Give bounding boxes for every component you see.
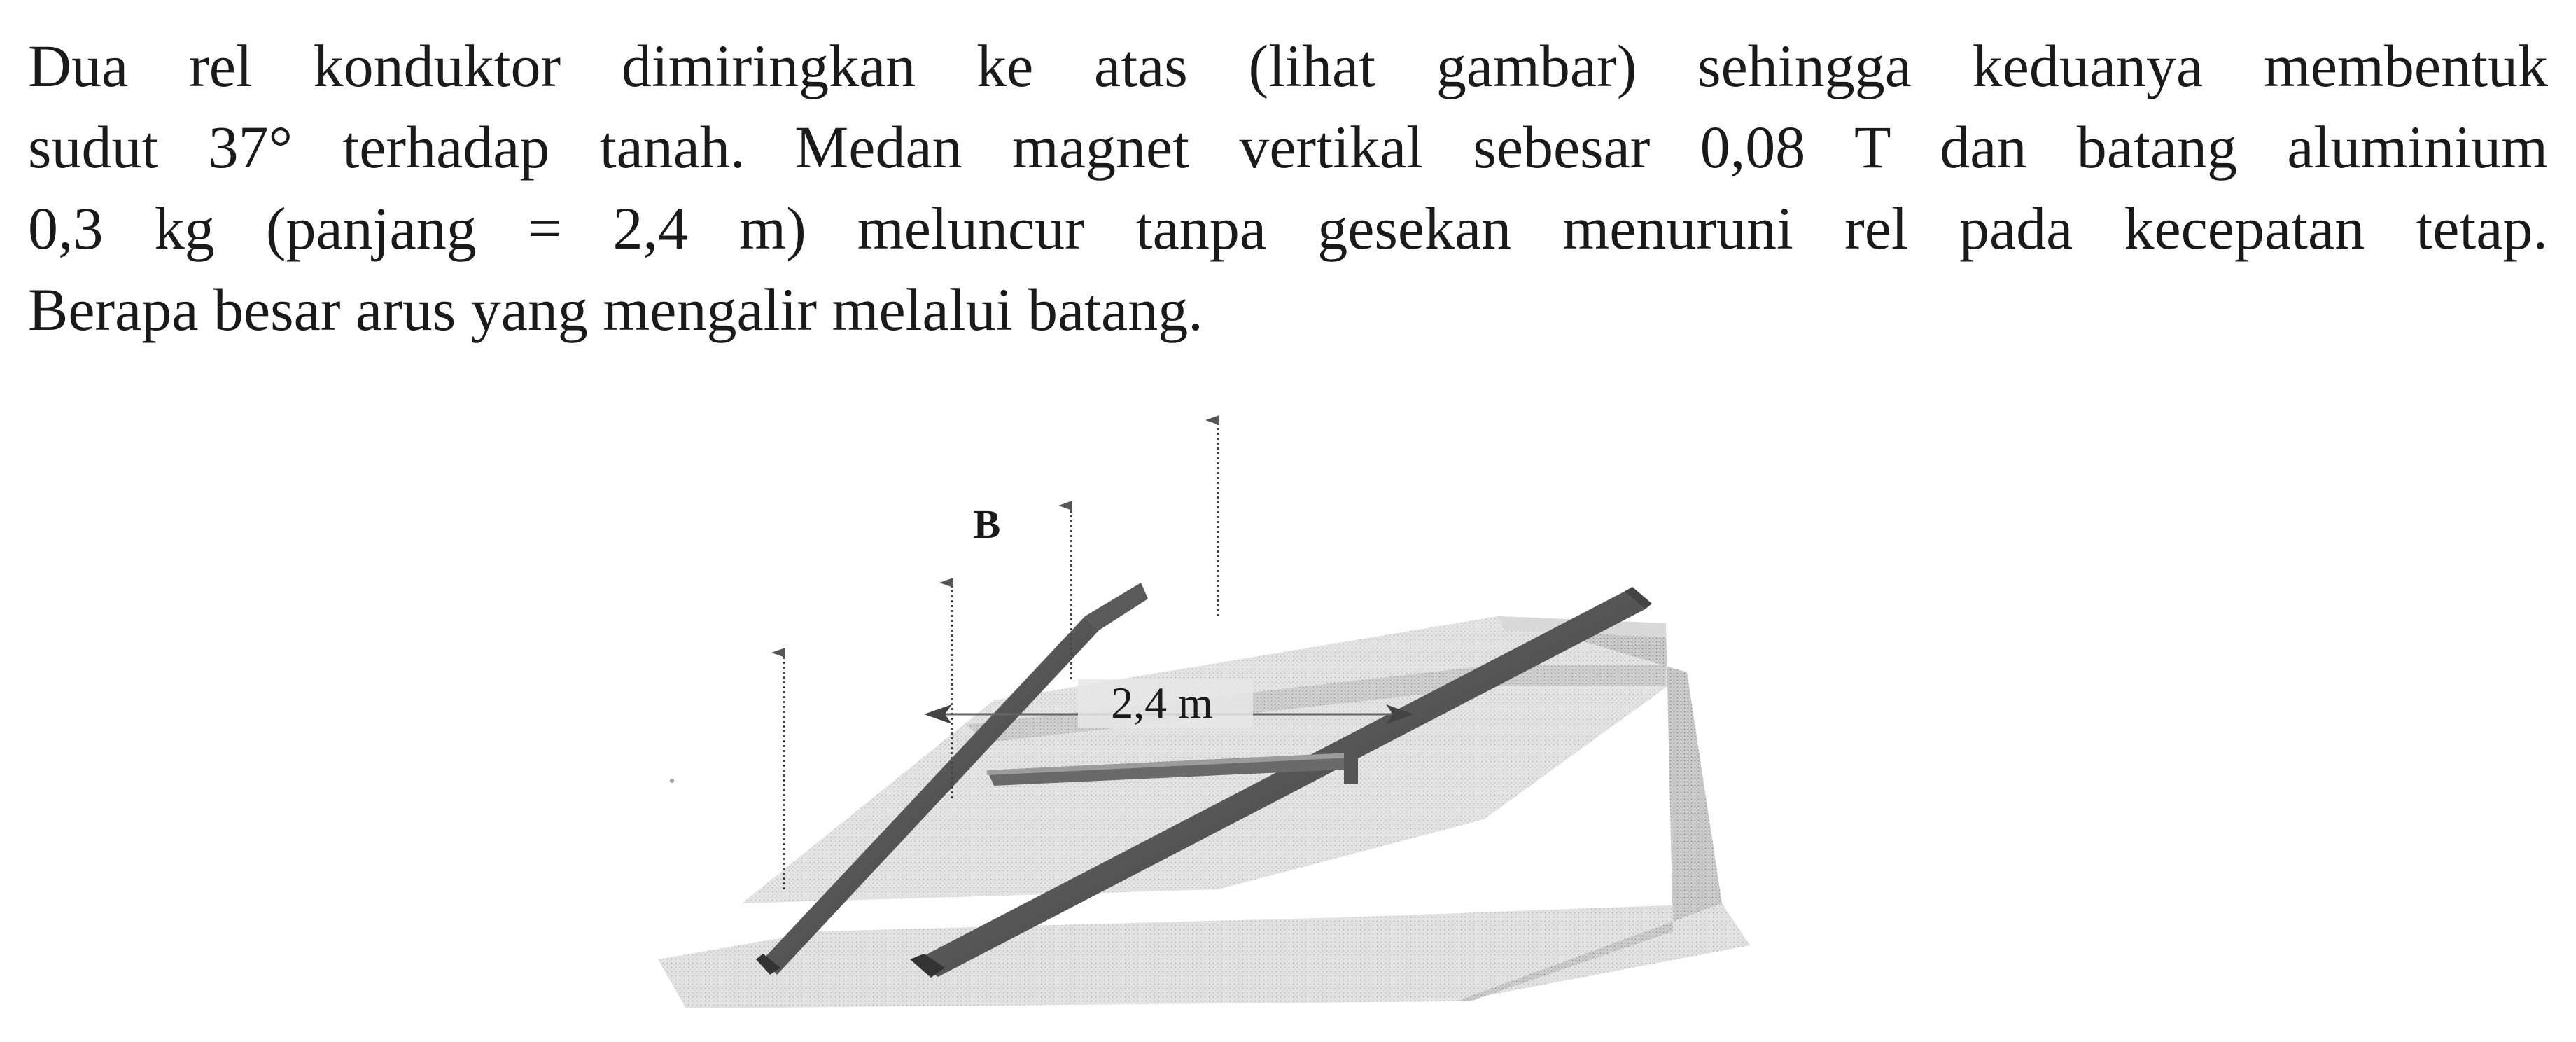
problem-line-1: Dua rel konduktor dimiringkan ke atas (lihat gambar) sehingga keduanya membentuk (28, 32, 2548, 99)
problem-line-4: Berapa besar arus yang mengalir melalui batang. (28, 276, 1203, 343)
problem-statement (28, 25, 2548, 350)
problem-line-2: sudut 37° terhadap tanah. Medan magnet vertikal sebesar 0,08 T dan batang aluminium (28, 113, 2548, 181)
problem-line-3: 0,3 kg (panjang = 2,4 m) meluncur tanpa gesekan menuruni rel pada kecepatan tetap. (28, 195, 2548, 262)
incline-rails-figure (658, 399, 1848, 1015)
stray-dot (670, 779, 674, 783)
magnetic-field-label: B (973, 501, 1001, 547)
rod-length-label: 2,4 m (1111, 678, 1213, 728)
